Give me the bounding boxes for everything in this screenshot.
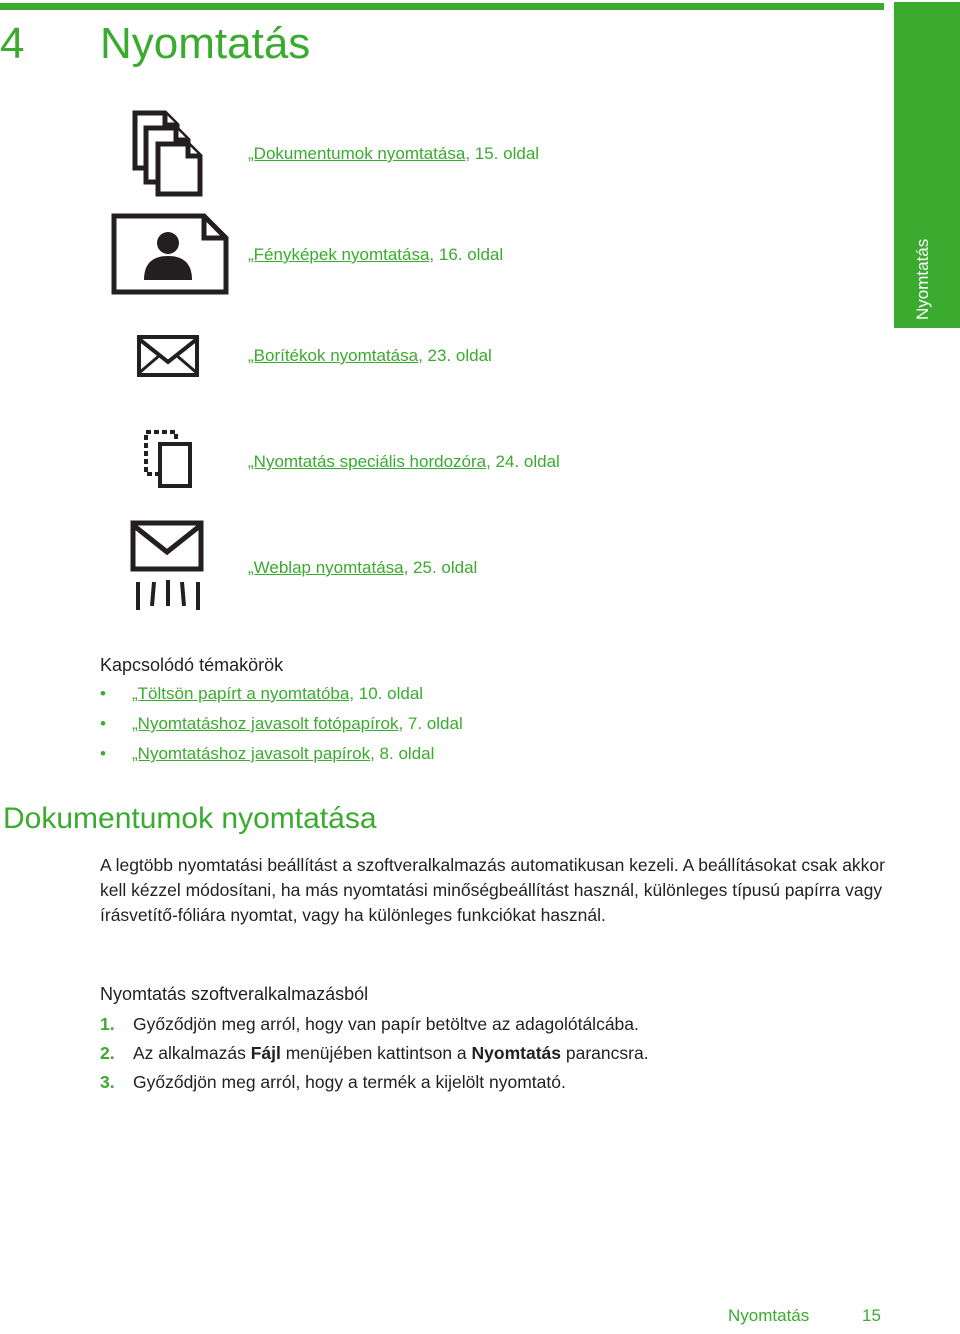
related-page-ref: , 7. oldal [398, 714, 463, 733]
envelope-icon [136, 334, 200, 378]
command-name: Nyomtatás [471, 1043, 562, 1063]
related-topics-heading: Kapcsolódó témakörök [100, 655, 284, 675]
topic-link-5[interactable] [248, 557, 477, 579]
step-text: Győződjön meg arról, hogy van papír betöltve az adagolótálcába. [133, 1014, 639, 1034]
topic-page-ref: , 23. oldal [418, 346, 492, 365]
bullet: • [100, 714, 106, 733]
web-page-icon [130, 520, 206, 614]
step-1 [100, 1013, 639, 1035]
bullet: • [100, 684, 106, 703]
topic-link-text[interactable]: „Fényképek nyomtatása [248, 245, 430, 264]
step-number: 3. [100, 1072, 115, 1092]
documents-icon [128, 108, 208, 198]
topic-page-ref: , 16. oldal [429, 245, 504, 264]
photo-icon [110, 212, 230, 296]
related-link-3[interactable] [132, 743, 434, 765]
step-text: Győződjön meg arról, hogy a termék a kijelölt nyomtató. [133, 1072, 566, 1092]
chapter-number: 4 [0, 19, 25, 68]
topic-link-text[interactable]: „Nyomtatás speciális hordozóra [248, 452, 487, 471]
step-text: Az alkalmazás [133, 1043, 251, 1063]
step-3 [100, 1071, 566, 1093]
footer-chapter-label: Nyomtatás [728, 1306, 810, 1325]
body-paragraph: A legtöbb nyomtatási beállítást a szoftveralkalmazás automatikusan kezeli. A beállításokat csak akkor kell kézzel módosítani, ha más nyomtatási minőségbeállítást használ, különleges típusú papírra vagy írásvetítő-fóliára nyomtat, vagy ha különleges funkciókat használ. [100, 855, 885, 925]
topic-link-2[interactable] [248, 244, 503, 266]
chapter-title: Nyomtatás [100, 19, 311, 68]
step-text: parancsra. [561, 1043, 649, 1063]
menu-name: Fájl [250, 1043, 281, 1063]
topic-page-ref: , 15. oldal [465, 144, 540, 163]
procedure-heading: Nyomtatás szoftveralkalmazásból [100, 984, 369, 1004]
topic-link-4[interactable] [248, 451, 560, 473]
topic-page-ref: , 25. oldal [403, 558, 478, 577]
side-tab-label: Nyomtatás [913, 238, 932, 320]
related-link-text[interactable]: „Nyomtatáshoz javasolt papírok [132, 744, 371, 763]
related-link-text[interactable]: „Nyomtatáshoz javasolt fotópapírok [132, 714, 399, 733]
step-text: menüjében kattintson a [280, 1043, 472, 1063]
top-rule [0, 3, 884, 10]
topic-link-text[interactable]: „Weblap nyomtatása [248, 558, 404, 577]
related-link-text[interactable]: „Töltsön papírt a nyomtatóba [132, 684, 350, 703]
related-link-1[interactable] [132, 683, 423, 705]
topic-link-3[interactable] [248, 345, 492, 367]
section-heading: Dokumentumok nyomtatása [3, 802, 377, 835]
related-link-2[interactable] [132, 713, 463, 735]
bullet: • [100, 744, 106, 763]
topic-link-1[interactable] [248, 143, 539, 165]
related-page-ref: , 10. oldal [349, 684, 424, 703]
topic-page-ref: , 24. oldal [486, 452, 560, 471]
topic-link-text[interactable]: „Borítékok nyomtatása [248, 346, 419, 365]
step-number: 2. [100, 1043, 115, 1063]
footer-page-number: 15 [862, 1306, 881, 1325]
related-page-ref: , 8. oldal [370, 744, 435, 763]
topic-link-text[interactable]: „Dokumentumok nyomtatása [248, 144, 466, 163]
step-2 [100, 1042, 649, 1064]
step-number: 1. [100, 1014, 115, 1034]
special-media-icon [142, 428, 198, 492]
